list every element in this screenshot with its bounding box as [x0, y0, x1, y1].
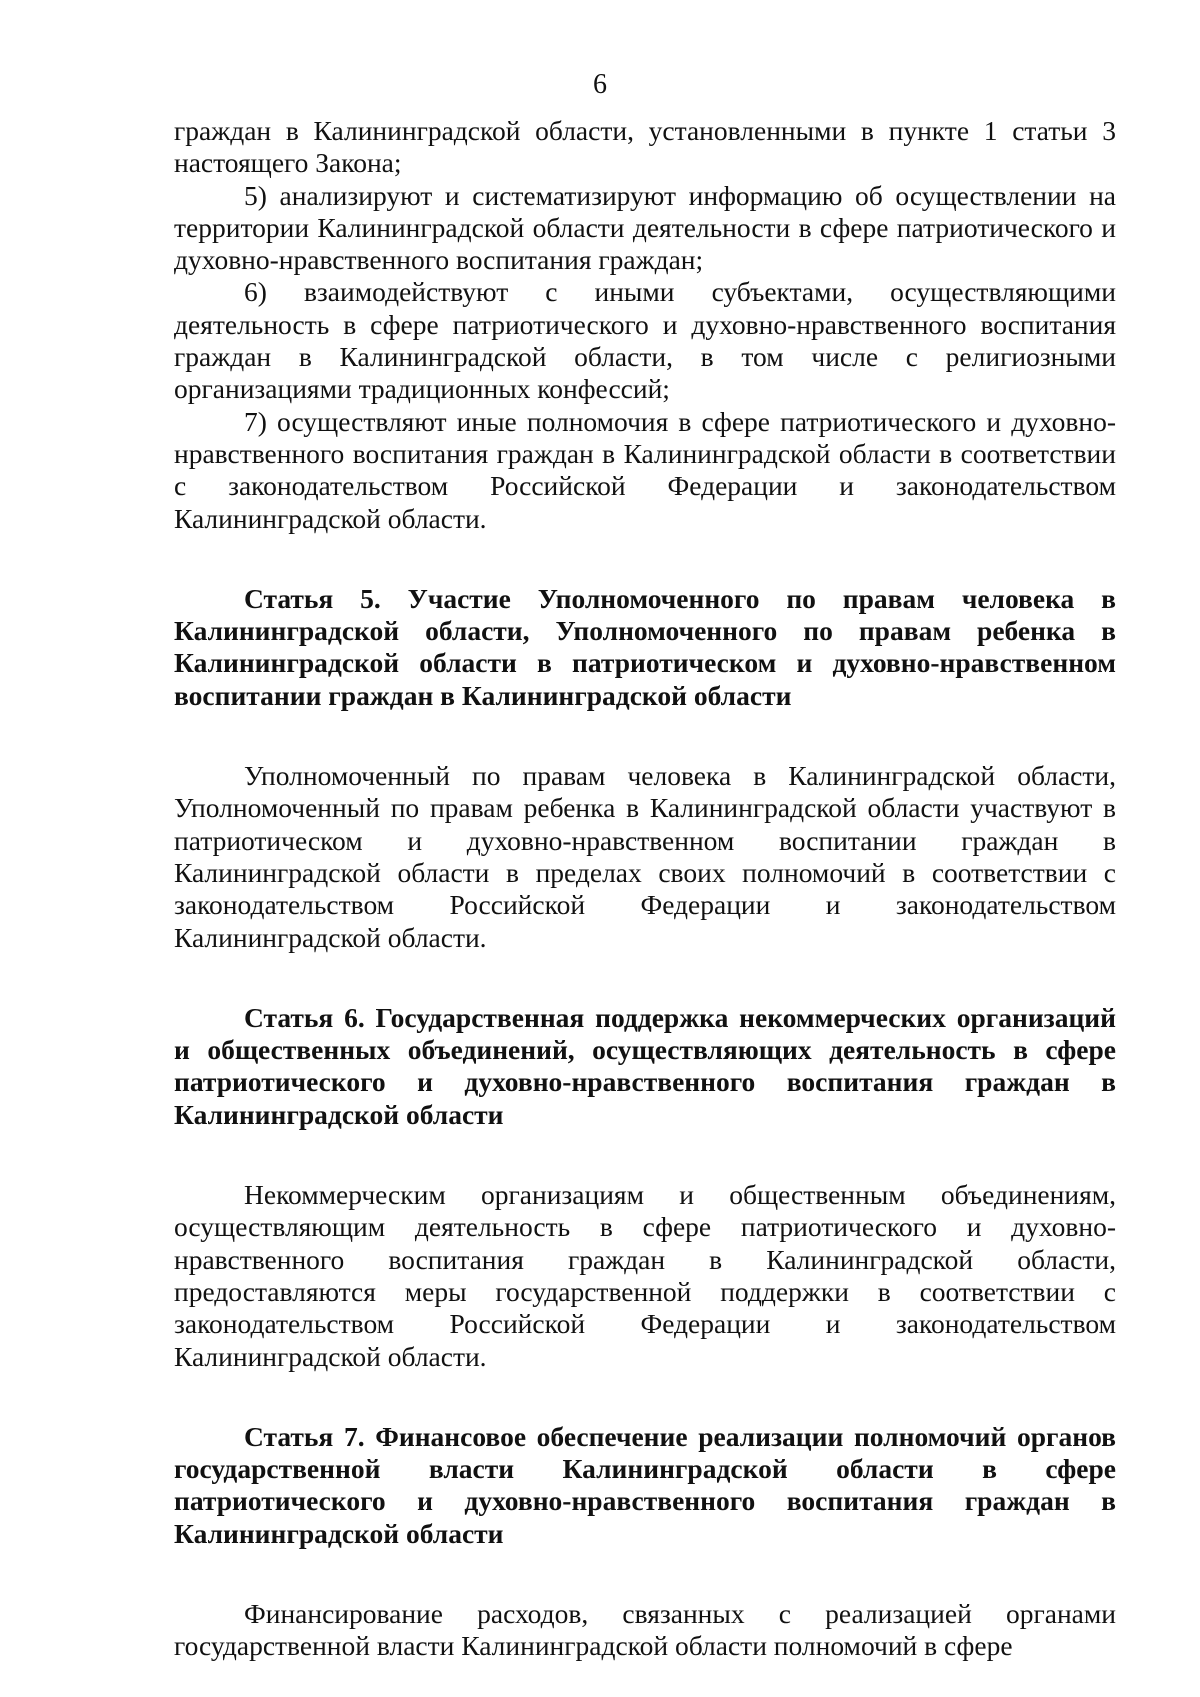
list-item-6: 6) взаимодействуют с иными субъектами, осуществляющими деятельность в сфере патриотического и духовно-нравственного воспитания граждан в Калининградской области, в том числе с религиозными организациями традиционных конфессий; [174, 276, 1116, 405]
article-7-body: Финансирование расходов, связанных с реализацией органами государственной власти Калининградской области полномочий в сфере [174, 1597, 1116, 1662]
paragraph-continuation: граждан в Калининградской области, установленными в пункте 1 статьи 3 настоящего Закона; [174, 115, 1116, 179]
article-7-heading: Статья 7. Финансовое обеспечение реализации полномочий органов государственной власти Калининградской области в сфере патриотического и духовно-нравственного воспитания граждан в Калининградской области [174, 1420, 1116, 1549]
article-6-body: Некоммерческим организациям и общественным объединениям, осуществляющим деятельность в сфере патриотического и духовно-нравственного воспитания граждан в Калининградской области, предоставляются меры государственной поддержки в соответствии с законодательством Российской Федерации и законодательством Калининградской области. [174, 1179, 1116, 1372]
article-6-heading: Статья 6. Государственная поддержка некоммерческих организаций и общественных объединений, осуществляющих деятельность в сфере патриотического и духовно-нравственного воспитания граждан в Калининградской области [174, 1001, 1116, 1130]
list-item-7: 7) осуществляют иные полномочия в сфере патриотического и духовно-нравственного воспитания граждан в Калининградской области в соответствии с законодательством Российской Федерации и законодательством Калининградской области. [174, 405, 1116, 534]
article-5-heading: Статья 5. Участие Уполномоченного по правам человека в Калининградской области, Уполномоченного по правам ребенка в Калининградской области в патриотическом и духовно-нравственном воспитании граждан в Калининградской области [174, 582, 1116, 711]
page-number: 6 [593, 69, 607, 100]
list-item-5: 5) анализируют и систематизируют информацию об осуществлении на территории Калининградской области деятельности в сфере патриотического и духовно-нравственного воспитания граждан; [174, 179, 1116, 276]
document-body [174, 115, 1116, 1663]
article-5-body: Уполномоченный по правам человека в Калининградской области, Уполномоченный по правам ребенка в Калининградской области участвуют в патриотическом и духовно-нравственном воспитании граждан в Калининградской области в пределах своих полномочий в соответствии с законодательством Российской Федерации и законодательством Калининградской области. [174, 760, 1116, 953]
